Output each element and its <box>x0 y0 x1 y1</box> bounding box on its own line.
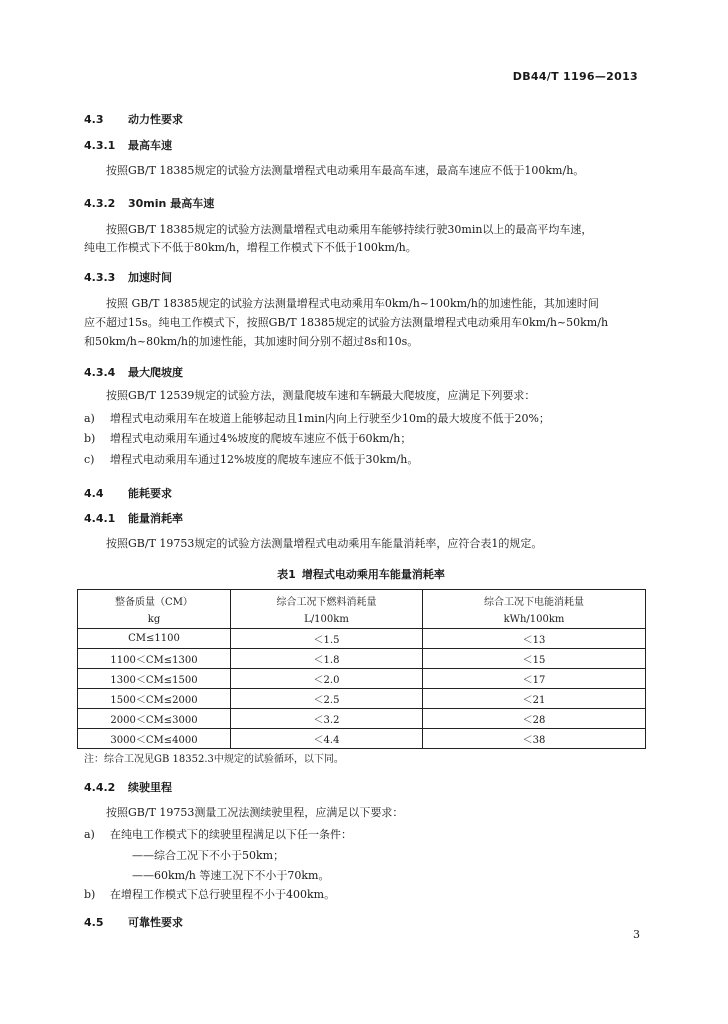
list-text: 在增程工作模式下总行驶里程不小于400km。 <box>110 888 336 901</box>
table-header-row <box>78 590 646 611</box>
table-cell: 2000＜CM≤3000 <box>78 709 231 729</box>
paragraph-4-3-3-line1: 按照 GB/T 18385规定的试验方法测量增程式电动乘用车0km/h~100km/h的加速性能，其加速时间 <box>106 297 599 310</box>
sub-item: ——综合工况下不小于50km； <box>132 849 285 862</box>
sub-item: ——60km/h 等速工况下不小于70km。 <box>132 869 330 882</box>
section-title: 续驶里程 <box>128 781 172 794</box>
table-cell: ＜17 <box>423 669 646 689</box>
table-caption-title: 增程式电动乘用车能量消耗率 <box>301 568 445 581</box>
paragraph-4-3-3-line2: 应不超过15s。纯电工作模式下，按照GB/T 18385规定的试验方法测量增程式电动乘用车0km/h~50km/h <box>84 316 609 329</box>
section-heading-4-3-2 <box>84 195 214 211</box>
paragraph-4-3-3-line3: 和50km/h~80km/h的加速性能，其加速时间分别不超过8s和10s。 <box>84 335 419 348</box>
section-heading-4-3-3 <box>84 269 172 285</box>
list-label: b) <box>84 432 96 445</box>
paragraph-4-3-1: 按照GB/T 18385规定的试验方法测量增程式电动乘用车最高车速，最高车速应不低于100km/h。 <box>106 164 585 177</box>
page-number: 3 <box>633 928 640 941</box>
section-heading-4-3-1 <box>84 137 172 153</box>
table-cell: 1100＜CM≤1300 <box>78 649 231 669</box>
section-title: 能量消耗率 <box>128 512 183 525</box>
paragraph-4-3-2-line2: 纯电工作模式下不低于80km/h，增程工作模式下不低于100km/h。 <box>84 241 417 254</box>
header-cell: 整备质量（CM） <box>78 590 231 611</box>
section-number: 4.3.3 <box>84 271 116 284</box>
header-cell: 综合工况下电能消耗量 <box>423 590 646 611</box>
section-number: 4.3.2 <box>84 197 116 210</box>
table-cell: ＜4.4 <box>231 729 423 749</box>
table-cell: ＜28 <box>423 709 646 729</box>
list-item <box>84 410 550 426</box>
list-item <box>84 826 352 842</box>
table-caption-number: 表1 <box>277 568 296 581</box>
unit-cell: kWh/100km <box>423 610 646 629</box>
table-cell: 1300＜CM≤1500 <box>78 669 231 689</box>
list-item <box>84 886 335 902</box>
section-number: 4.3 <box>84 113 104 126</box>
list-text: 增程式电动乘用车在坡道上能够起动且1min内向上行驶至少10m的最大坡度不低于20%； <box>110 412 550 425</box>
paragraph-4-3-2-line1: 按照GB/T 18385规定的试验方法测量增程式电动乘用车能够持续行驶30min以上的最高平均车速， <box>106 223 593 236</box>
table-row <box>78 689 646 709</box>
list-text: 在纯电工作模式下的续驶里程满足以下任一条件： <box>110 828 352 841</box>
table-cell: CM≤1100 <box>78 629 231 649</box>
table-cell: ＜1.8 <box>231 649 423 669</box>
list-text: 增程式电动乘用车通过4%坡度的爬坡车速应不低于60km/h； <box>110 432 412 445</box>
list-label: a) <box>84 412 95 425</box>
section-number: 4.4 <box>84 487 104 500</box>
section-title: 能耗要求 <box>128 487 172 500</box>
table-cell: ＜38 <box>423 729 646 749</box>
section-title: 最大爬坡度 <box>128 366 183 379</box>
paragraph-4-4-1: 按照GB/T 19753规定的试验方法测量增程式电动乘用车能量消耗率，应符合表1的规定。 <box>106 537 543 550</box>
unit-cell: L/100km <box>231 610 423 629</box>
table-cell: 3000＜CM≤4000 <box>78 729 231 749</box>
section-title: 加速时间 <box>128 271 172 284</box>
list-item <box>84 451 418 467</box>
section-title: 30min 最高车速 <box>128 197 215 210</box>
list-item <box>84 430 411 446</box>
table-cell: ＜1.5 <box>231 629 423 649</box>
section-heading-4-3 <box>84 111 183 127</box>
table-cell: ＜2.5 <box>231 689 423 709</box>
section-heading-4-5 <box>84 914 183 930</box>
list-label: a) <box>84 828 95 841</box>
table-caption <box>0 566 728 582</box>
table-note: 注：综合工况见GB 18352.3中规定的试验循环，以下同。 <box>84 754 344 765</box>
section-heading-4-3-4 <box>84 364 183 380</box>
header-cell: 综合工况下燃料消耗量 <box>231 590 423 611</box>
table-cell: ＜21 <box>423 689 646 709</box>
section-heading-4-4-2 <box>84 779 172 795</box>
table-unit-row <box>78 610 646 629</box>
paragraph-4-4-2: 按照GB/T 19753测量工况法测续驶里程，应满足以下要求： <box>106 806 404 819</box>
energy-consumption-table <box>77 589 646 749</box>
section-title: 可靠性要求 <box>128 916 183 929</box>
list-label: b) <box>84 888 96 901</box>
table-cell: ＜3.2 <box>231 709 423 729</box>
table-cell: 1500＜CM≤2000 <box>78 689 231 709</box>
paragraph-4-3-4: 按照GB/T 12539规定的试验方法，测量爬坡车速和车辆最大爬坡度，应满足下列要求： <box>106 389 536 402</box>
table-row <box>78 709 646 729</box>
section-number: 4.4.1 <box>84 512 116 525</box>
list-label: c) <box>84 453 95 466</box>
section-heading-4-4 <box>84 485 172 501</box>
table-cell: ＜15 <box>423 649 646 669</box>
unit-cell: kg <box>78 610 231 629</box>
section-title: 最高车速 <box>128 139 172 152</box>
table-row <box>78 729 646 749</box>
document-code-header: DB44/T 1196—2013 <box>512 70 638 83</box>
list-text: 增程式电动乘用车通过12%坡度的爬坡车速应不低于30km/h。 <box>110 453 419 466</box>
section-title: 动力性要求 <box>128 113 183 126</box>
section-heading-4-4-1 <box>84 510 183 526</box>
table-row <box>78 649 646 669</box>
section-number: 4.3.1 <box>84 139 116 152</box>
table-row <box>78 669 646 689</box>
section-number: 4.3.4 <box>84 366 116 379</box>
section-number: 4.4.2 <box>84 781 116 794</box>
section-number: 4.5 <box>84 916 104 929</box>
table-row <box>78 629 646 649</box>
table-cell: ＜2.0 <box>231 669 423 689</box>
table-cell: ＜13 <box>423 629 646 649</box>
